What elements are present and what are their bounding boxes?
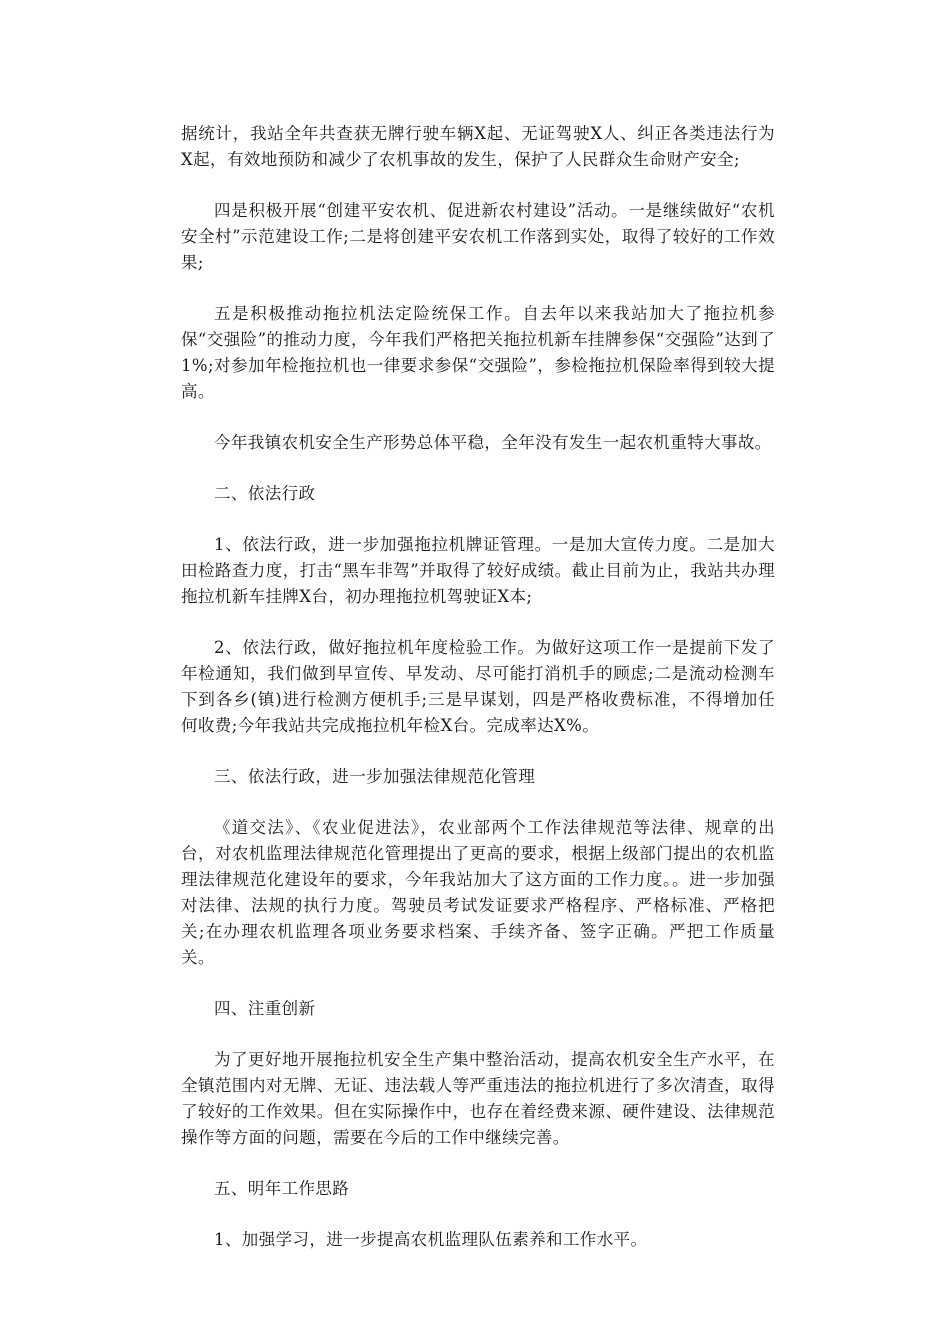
section-heading-innovation: 四、注重创新 (214, 999, 316, 1018)
paragraph-legal-standardization: 《道交法》、《农业促进法》，农业部两个工作法律规范等法律、规章的出台，对农机监理法律规范化管理提出了更高的要求，根据上级部门提出的农机监理法律规范化建设年的要求，今年我站加大了这方面的工作力度。。进一步加强对法律、法规的执行力度。驾驶员考试发证要求严格程序、严格标准、严格把关;在办理农机监理各项业务要求档案、手续齐备、签字正确。严把工作质量关。 (181, 818, 775, 967)
paragraph-safe-agri-activity: 四是积极开展“创建平安农机、促进新农村建设”活动。一是继续做好“农机安全村”示范建设工作;二是将创建平安农机工作落到实处，取得了较好的工作效果; (181, 201, 775, 272)
paragraph-insurance: 五是积极推动拖拉机法定险统保工作。自去年以来我站加大了拖拉机参保“交强险”的推动力度，今年我们严格把关拖拉机新车挂牌参保“交强险”达到了1%;对参加年检拖拉机也一律要求参保“交强险”，参检拖拉机保险率得到较大提高。 (181, 304, 775, 401)
section-heading-next-year: 五、明年工作思路 (214, 1179, 350, 1198)
paragraph-license-management: 1、依法行政，进一步加强拖拉机牌证管理。一是加大宣传力度。二是加大田检路查力度，打击“黑车非驾”并取得了较好成绩。截止目前为止，我站共办理拖拉机新车挂牌X台，初办理拖拉机驾驶证X本; (181, 535, 775, 606)
paragraph-next-year-item-1: 1、加强学习，进一步提高农机监理队伍素养和工作水平。 (214, 1230, 648, 1249)
section-heading-law-admin: 二、依法行政 (214, 484, 316, 503)
document-body (181, 121, 775, 1278)
paragraph-innovation: 为了更好地开展拖拉机安全生产集中整治活动，提高农机安全生产水平，在全镇范围内对无牌、无证、违法载人等严重违法的拖拉机进行了多次清查，取得了较好的工作效果。但在实际操作中，也存在着经费来源、硬件建设、法律规范操作等方面的问题，需要在今后的工作中继续完善。 (181, 1050, 775, 1147)
paragraph-statistics: 据统计，我站全年共查获无牌行驶车辆X起、无证驾驶X人、纠正各类违法行为X起，有效地预防和减少了农机事故的发生，保护了人民群众生命财产安全; (181, 124, 775, 169)
section-heading-legal-standardization: 三、依法行政，进一步加强法律规范化管理 (214, 767, 536, 786)
paragraph-annual-inspection: 2、依法行政，做好拖拉机年度检验工作。为做好这项工作一是提前下发了年检通知，我们做到早宣传、早发动、尽可能打消机手的顾虑;二是流动检测车下到各乡(镇)进行检测方便机手;三是早谋划，四是严格收费标准，不得增加任何收费;今年我站共完成拖拉机年检X台。完成率达X%。 (181, 638, 775, 735)
paragraph-safety-summary: 今年我镇农机安全生产形势总体平稳，全年没有发生一起农机重特大事故。 (214, 433, 772, 452)
